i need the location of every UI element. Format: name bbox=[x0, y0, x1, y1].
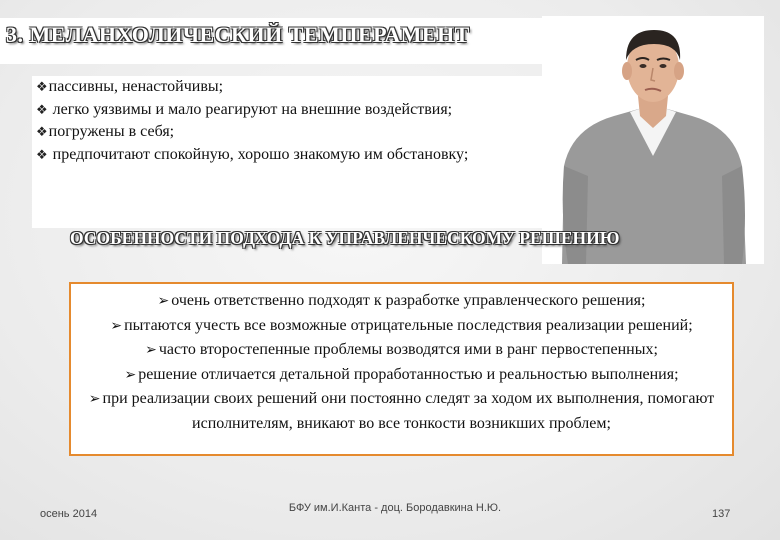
traits-list bbox=[32, 76, 550, 166]
list-item: ❖ предпочитают спокойную, хорошо знакомую им обстановку; bbox=[36, 145, 469, 163]
arrow-bullet-icon: ➢ bbox=[157, 294, 170, 309]
arrow-bullet-icon: ➢ bbox=[124, 367, 137, 383]
list-item: ➢ при реализации своих решений они постоянно следят за ходом их выполнения, помогают исполнителям, вникают во все тонкости возникших проблем; bbox=[88, 390, 715, 432]
page-number: 137 bbox=[712, 508, 731, 520]
diamond-bullet-icon: ❖ bbox=[36, 124, 48, 139]
man-photo bbox=[542, 16, 764, 264]
diamond-bullet-icon: ❖ bbox=[36, 79, 48, 94]
arrow-bullet-icon: ➢ bbox=[88, 392, 101, 407]
slide-title: 3. МЕЛАНХОЛИЧЕСКИЙ ТЕМПЕРАМЕНТ bbox=[6, 22, 470, 47]
list-item: ➢ решение отличается детальной проработанностью и реальностью выполнения; bbox=[124, 365, 679, 383]
list-item: ❖пассивны, ненастойчивы; bbox=[36, 78, 224, 95]
diamond-bullet-icon: ❖ bbox=[36, 101, 48, 117]
features-box bbox=[69, 282, 734, 456]
list-item: ❖погружены в себя; bbox=[36, 123, 175, 140]
features-list bbox=[79, 289, 724, 435]
list-item: ❖ легко уязвимы и мало реагируют на внешние воздействия; bbox=[36, 100, 453, 118]
section-heading: ОСОБЕННОСТИ ПОДХОДА К УПРАВЛЕНЧЕСКОМУ РЕШЕНИЮ bbox=[70, 228, 620, 248]
list-item: ➢ пытаются учесть все возможные отрицательные последствия реализации решений; bbox=[110, 316, 693, 334]
arrow-bullet-icon: ➢ bbox=[110, 318, 123, 334]
traits-box bbox=[32, 76, 550, 228]
list-item: ➢ часто второстепенные проблемы возводятся ими в ранг первостепенных; bbox=[145, 341, 658, 358]
arrow-bullet-icon: ➢ bbox=[145, 343, 157, 358]
footer-author: БФУ им.И.Канта - доц. Бородавкина Н.Ю. bbox=[288, 502, 502, 514]
list-item: ➢ очень ответственно подходят к разработке управленческого решения; bbox=[157, 292, 646, 309]
diamond-bullet-icon: ❖ bbox=[36, 146, 48, 162]
footer-date: осень 2014 bbox=[40, 508, 98, 520]
